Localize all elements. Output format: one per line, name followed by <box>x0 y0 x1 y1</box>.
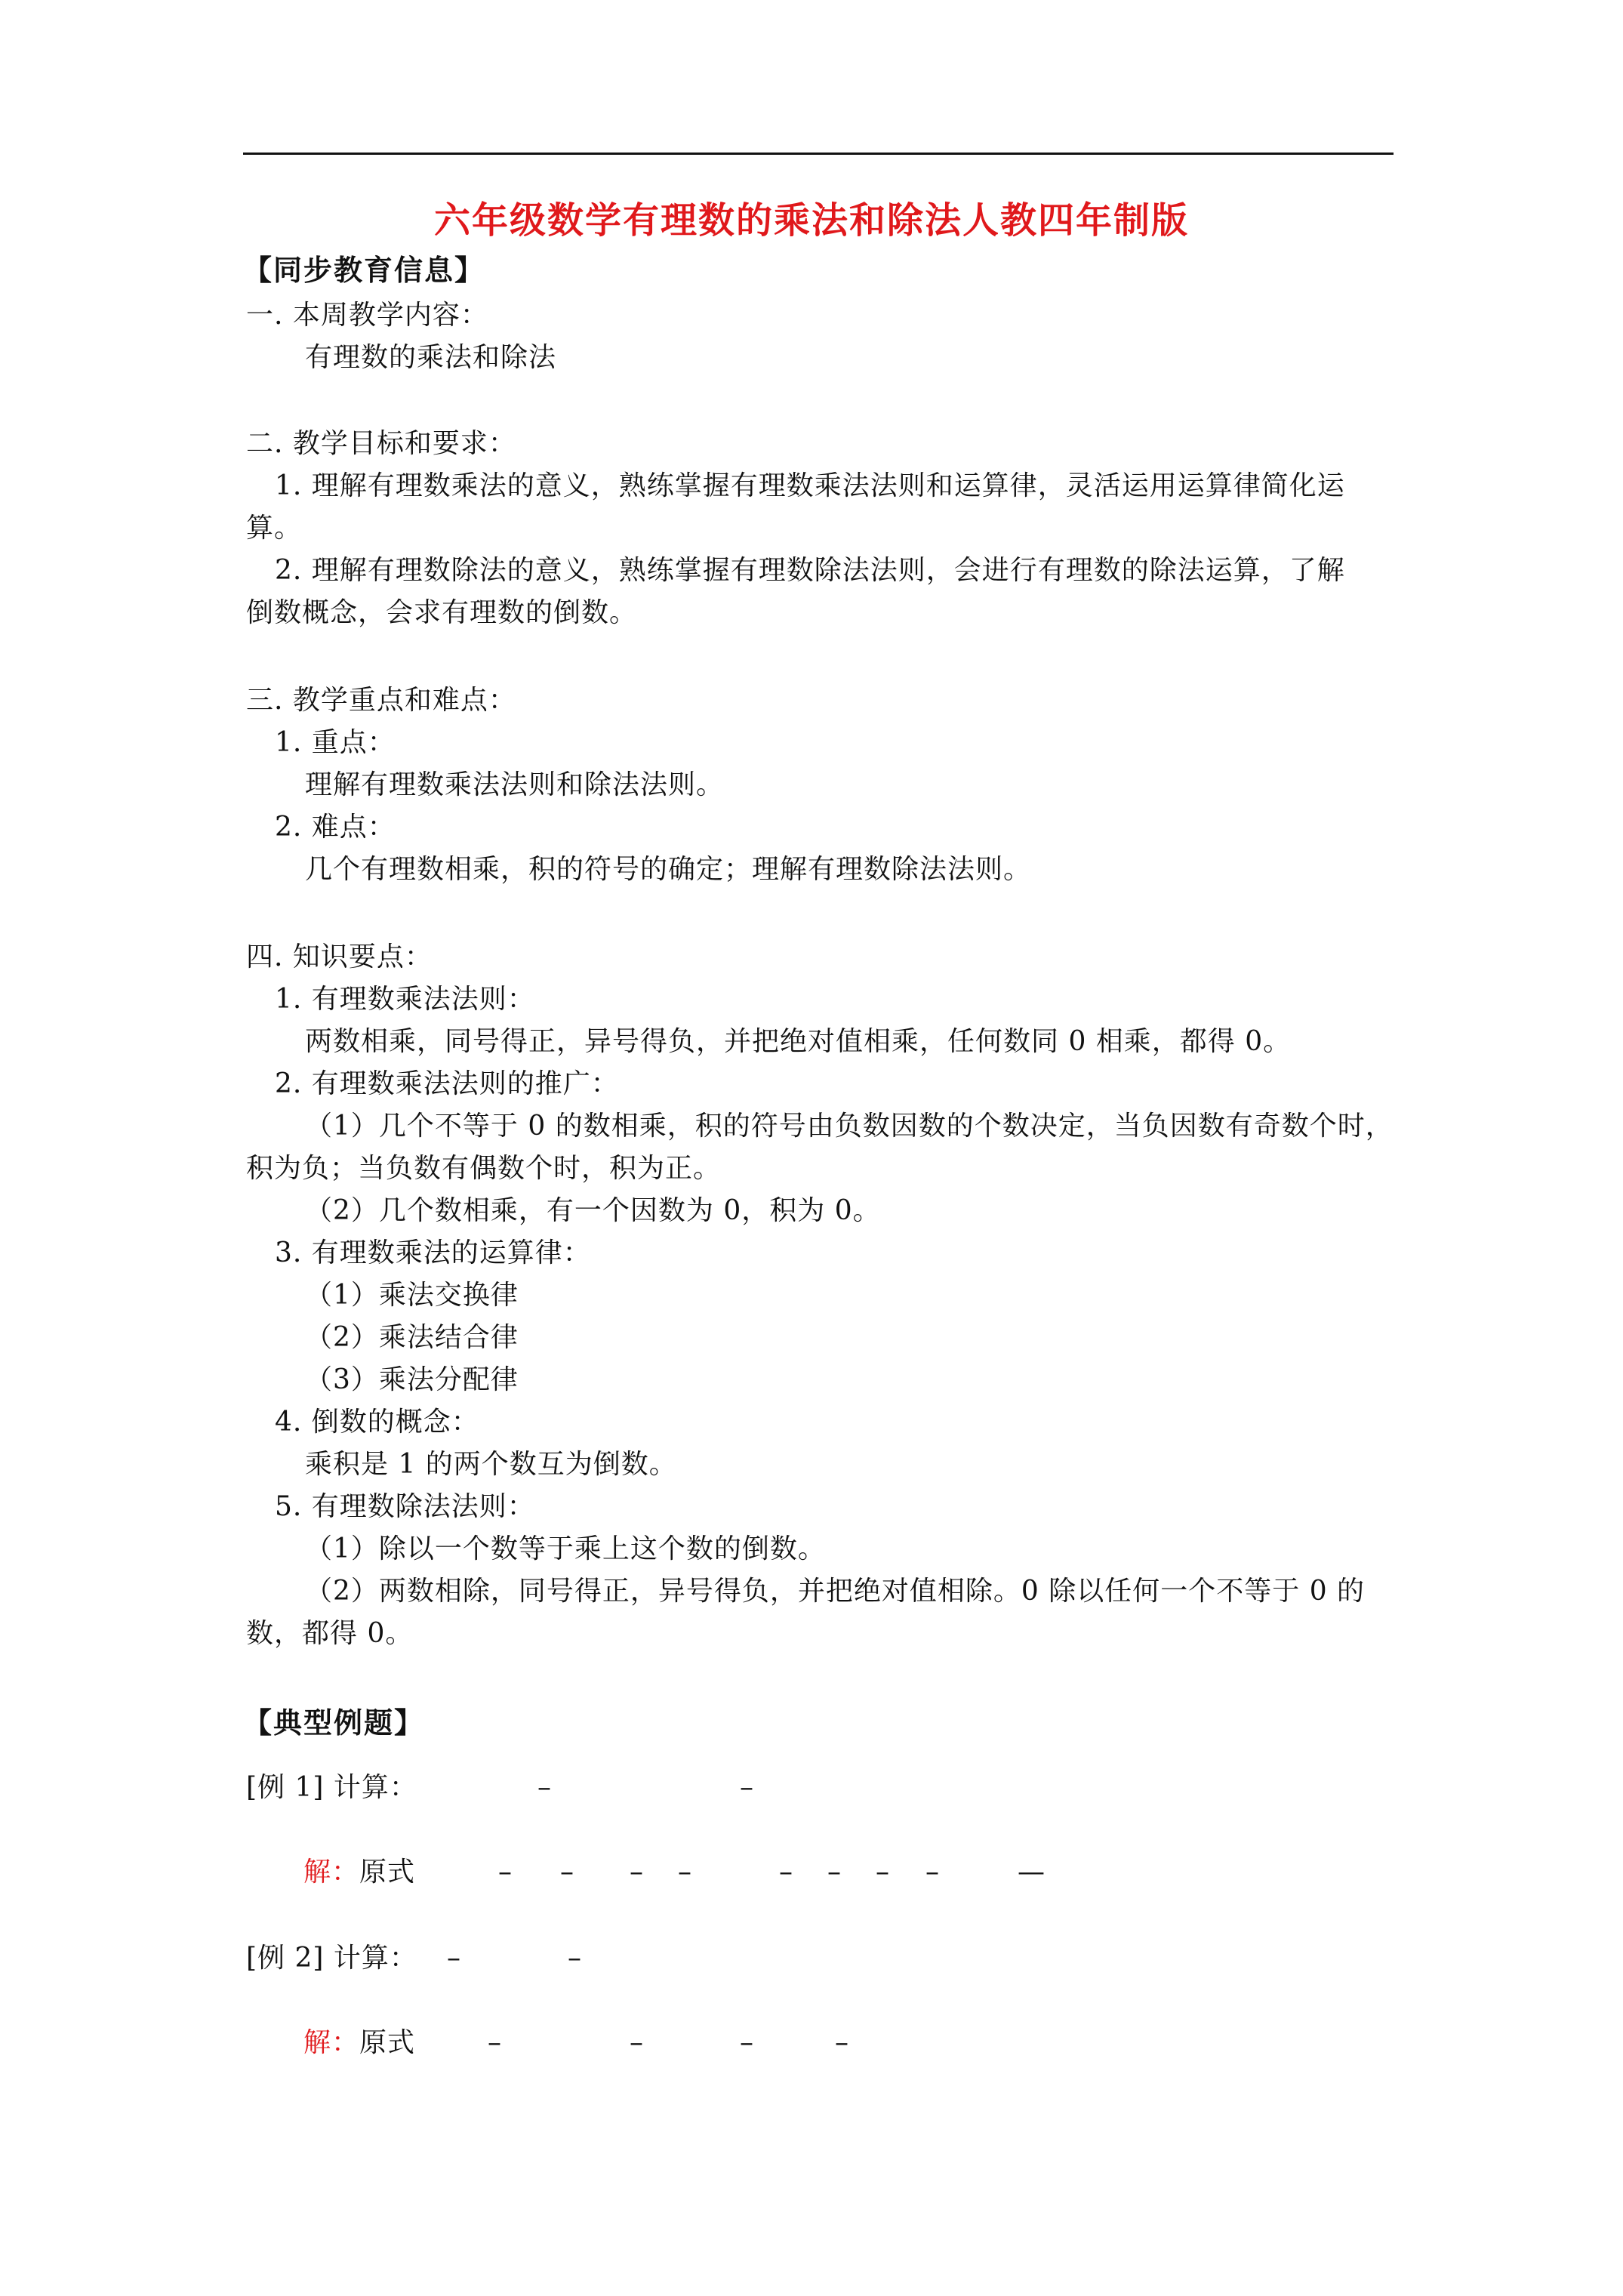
example1-sol-minus-1: – <box>498 1857 512 1888</box>
k1-text: 两数相乘，同号得正，异号得负，并把绝对值相乘，任何数同 0 相乘，都得 0。 <box>305 1026 1292 1057</box>
sec4-heading: 四. 知识要点： <box>246 942 433 972</box>
example2-sol-minus-2: – <box>630 2027 643 2058</box>
example2-solution-label: 解： <box>303 2027 360 2058</box>
sec2-item2-line2: 倒数概念，会求有理数的倒数。 <box>246 597 638 628</box>
example1-sol-minus-5: – <box>779 1857 793 1888</box>
k5-b-line2: 数，都得 0。 <box>246 1618 414 1649</box>
sec1-heading: 一. 本周教学内容： <box>246 300 488 331</box>
k4-text: 乘积是 1 的两个数互为倒数。 <box>305 1449 677 1480</box>
example2-sol-minus-3: – <box>740 2027 753 2058</box>
example1-minus-2: – <box>740 1772 753 1803</box>
example2-label: [例 2] 计算： <box>246 1943 417 1974</box>
k3-a: （1）乘法交换律 <box>305 1280 519 1311</box>
sec2-item2-line1: 2. 理解有理数除法的意义，熟练掌握有理数除法法则，会进行有理数的除法运算，了解 <box>275 555 1345 586</box>
sec2-item1-line1: 1. 理解有理数乘法的意义，熟练掌握有理数乘法法则和运算律，灵活运用运算律简化运 <box>275 470 1345 501</box>
sec3-difficulty-text: 几个有理数相乘，积的符号的确定；理解有理数除法法则。 <box>305 854 1032 885</box>
sec1-content: 有理数的乘法和除法 <box>305 342 557 373</box>
example2-solution <box>303 2026 415 2060</box>
sec3-difficulty-label: 2. 难点： <box>275 812 396 843</box>
k5-b-line1: （2）两数相除，同号得正，异号得负，并把绝对值相除。0 除以任何一个不等于 0 的 <box>305 1576 1366 1607</box>
header-rule <box>243 153 1394 155</box>
k5-label: 5. 有理数除法法则： <box>275 1491 535 1522</box>
example1-sol-minus-8: – <box>925 1857 939 1888</box>
k3-b: （2）乘法结合律 <box>305 1322 519 1353</box>
example2-solution-text: 原式 <box>359 2027 416 2058</box>
example2-sol-minus-4: – <box>835 2027 848 2058</box>
example1-sol-minus-3: – <box>630 1857 643 1888</box>
example1-sol-minus-7: – <box>876 1857 889 1888</box>
example1-solution-text: 原式 <box>359 1857 416 1888</box>
example1-solution <box>303 1856 415 1889</box>
sync-info-header: 【同步教育信息】 <box>243 253 485 287</box>
k5-a: （1）除以一个数等于乘上这个数的倒数。 <box>305 1533 826 1564</box>
example1-minus-1: – <box>537 1772 551 1803</box>
k4-label: 4. 倒数的概念： <box>275 1407 479 1438</box>
k1-label: 1. 有理数乘法法则： <box>275 984 535 1015</box>
example2-minus-1: – <box>447 1943 460 1974</box>
k2-label: 2. 有理数乘法法则的推广： <box>275 1068 619 1099</box>
sec3-heading: 三. 教学重点和难点： <box>246 685 516 716</box>
examples-header: 【典型例题】 <box>243 1706 425 1740</box>
example1-sol-minus-4: – <box>678 1857 691 1888</box>
example1-label: [例 1] 计算： <box>246 1772 417 1803</box>
example2-minus-2: – <box>568 1943 581 1974</box>
example1-sol-fraction-bar: — <box>1018 1857 1045 1888</box>
k3-label: 3. 有理数乘法的运算律： <box>275 1237 591 1268</box>
example2-sol-minus-1: – <box>488 2027 501 2058</box>
k2-b: （2）几个数相乘，有一个因数为 0，积为 0。 <box>305 1195 881 1226</box>
example1-solution-label: 解： <box>303 1857 360 1888</box>
sec2-heading: 二. 教学目标和要求： <box>246 428 516 459</box>
k2-a-line1: （1）几个不等于 0 的数相乘，积的符号由负数因数的个数决定，当负因数有奇数个时， <box>305 1111 1394 1142</box>
k2-a-line2: 积为负；当负数有偶数个时，积为正。 <box>246 1153 722 1184</box>
sec3-key-text: 理解有理数乘法法则和除法法则。 <box>305 769 725 800</box>
sec2-item1-line2: 算。 <box>246 513 303 544</box>
example1-sol-minus-2: – <box>560 1857 574 1888</box>
k3-c: （3）乘法分配律 <box>305 1364 519 1395</box>
page-title: 六年级数学有理数的乘法和除法人教四年制版 <box>433 199 1189 242</box>
sec3-key-label: 1. 重点： <box>275 727 396 758</box>
example1-sol-minus-6: – <box>827 1857 841 1888</box>
